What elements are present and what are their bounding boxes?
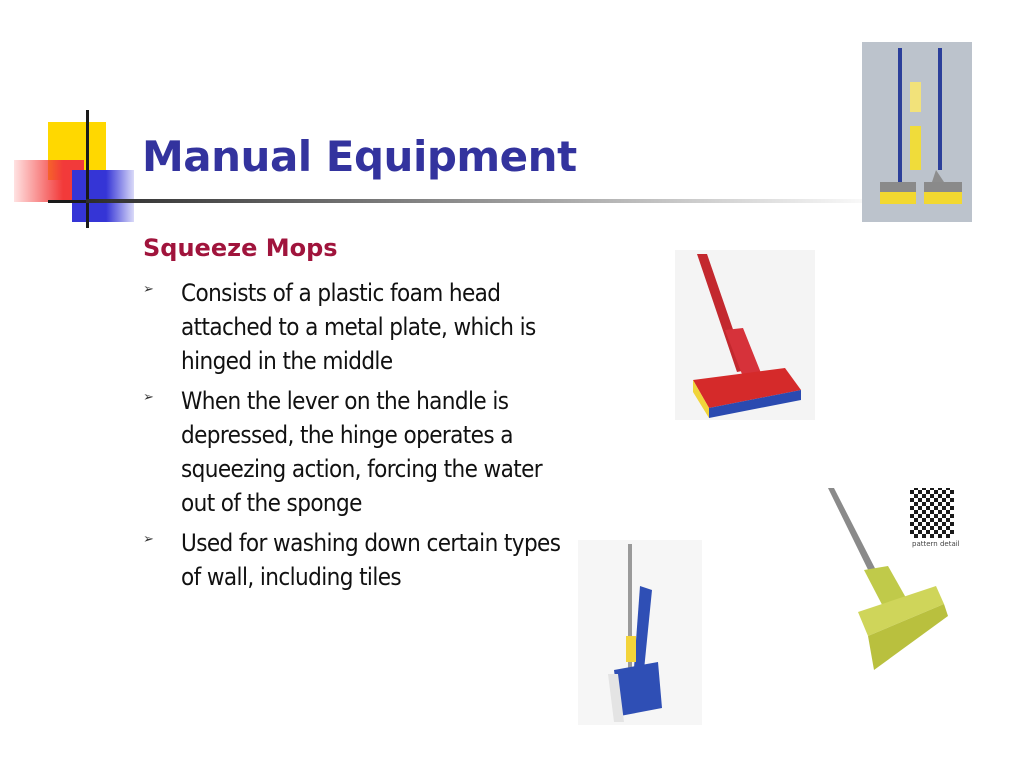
title-underline — [86, 199, 866, 203]
red-squeeze-mop-photo — [675, 250, 815, 420]
two-mops-photo — [862, 42, 972, 222]
bullet-item — [143, 384, 563, 520]
arrow-bullet-icon: ➢ — [143, 282, 154, 297]
arrow-bullet-icon: ➢ — [143, 390, 154, 405]
bullet-text: Consists of a plastic foam head attached to a metal plate, which is hinged in the middle — [181, 279, 536, 375]
green-mop-photo — [818, 486, 963, 681]
bullet-text: When the lever on the handle is depressed, the hinge operates a squeezing action, forcing the water out of the sponge — [181, 387, 543, 517]
bullet-list — [143, 276, 563, 600]
slide-title: Manual Equipment — [142, 132, 577, 181]
bullet-item — [143, 526, 563, 594]
pattern-caption: pattern detail — [912, 540, 960, 548]
bullet-item — [143, 276, 563, 378]
bullet-text: Used for washing down certain types of wall, including tiles — [181, 529, 561, 591]
decor-vertical-line — [86, 110, 89, 228]
arrow-bullet-icon: ➢ — [143, 532, 154, 547]
decor-blue-square — [72, 170, 134, 222]
blue-yellow-mop-photo — [578, 540, 702, 725]
section-heading: Squeeze Mops — [143, 234, 338, 262]
